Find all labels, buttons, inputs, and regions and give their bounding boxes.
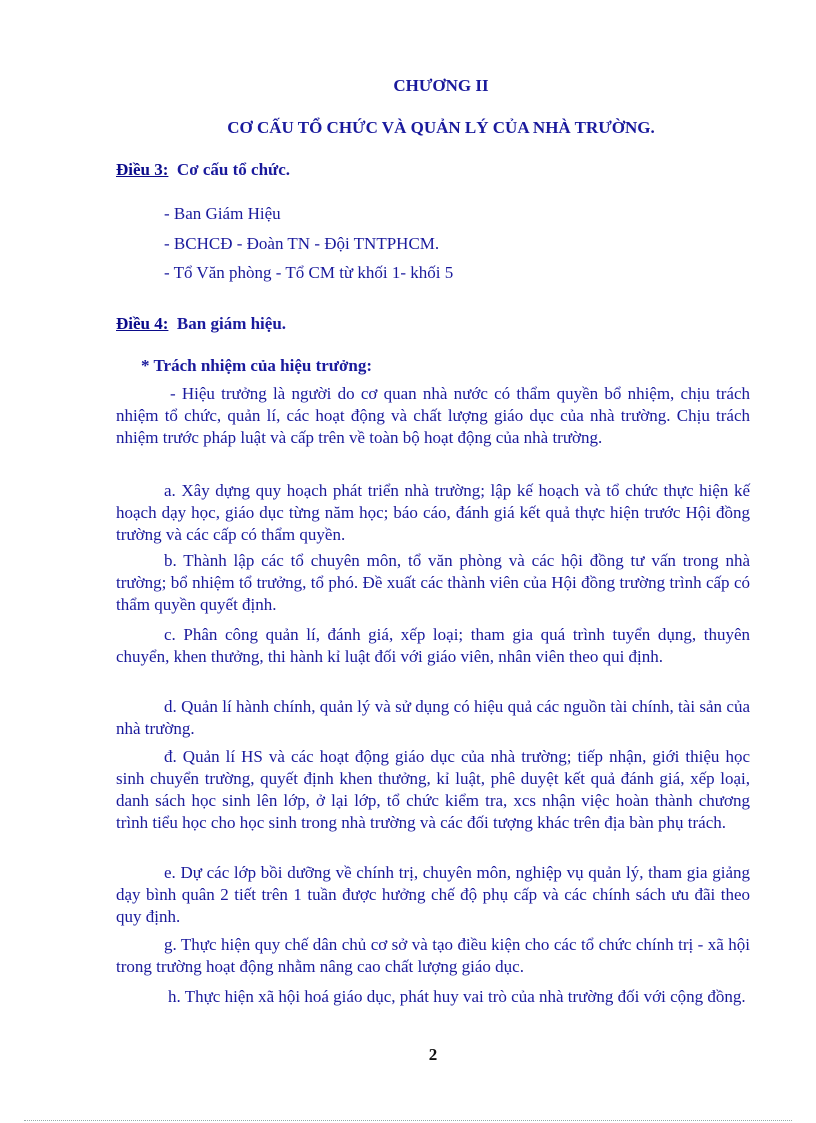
paragraph: c. Phân công quản lí, đánh giá, xếp loại; tham gia quá trình tuyển dụng, thuyên chuyển, khen thưởng, thi hành kỉ luật đối với giáo viên, nhân viên theo qui định. [116,625,750,666]
page-number: 2 [428,1045,438,1064]
article-3-item: - Ban Giám Hiệu [164,204,281,223]
responsibility-heading: * Trách nhiệm của hiệu trưởng: [141,356,373,375]
paragraph: h. Thực hiện xã hội hoá giáo dục, phát huy vai trò của nhà trường đối với cộng đồng. [168,987,746,1006]
paragraph: b. Thành lập các tổ chuyên môn, tổ văn phòng và các hội đồng tư vấn trong nhà trường; bổ nhiệm tổ trưởng, tổ phó. Đề xuất các thành viên của Hội đồng trường trình cấp có thẩm quyền quyết định. [116,551,750,614]
article-4-label: Điều 4: [116,314,169,333]
chapter-title: CHƯƠNG II [393,76,489,95]
article-3-title: Cơ cấu tổ chức. [176,160,291,179]
article-3-label: Điều 3: [116,160,169,179]
paragraph: g. Thực hiện quy chế dân chủ cơ sở và tạo điều kiện cho các tổ chức chính trị - xã hội trong trường hoạt động nhằm nâng cao chất lượng giáo dục. [116,935,750,976]
paragraph: đ. Quản lí HS và các hoạt động giáo dục của nhà trường; tiếp nhận, giới thiệu học sinh chuyển trường, quyết định khen thưởng, kỉ luật, phê duyệt kết quả đánh giá, xếp loại, danh sách học sinh lên lớp, ở lại lớp, tổ chức kiểm tra, xcs nhận việc hoàn thành chương trình tiểu học cho học sinh trong nhà trường và các đối tượng khác trên địa bàn phụ trách. [116,747,750,832]
paragraph: - Hiệu trưởng là người do cơ quan nhà nước có thẩm quyền bổ nhiệm, chịu trách nhiệm tổ chức, quản lí, các hoạt động và chất lượng giáo dục của nhà trường. Chịu trách nhiệm trước pháp luật và cấp trên về toàn bộ hoạt động của nhà trường. [116,384,750,447]
article-3-item: - Tổ Văn phòng - Tổ CM từ khối 1- khối 5 [164,263,454,282]
article-3-heading [116,160,290,180]
article-4-title: Ban giám hiệu. [176,314,287,333]
page-bottom-divider [24,1120,792,1121]
paragraph: e. Dự các lớp bồi dưỡng về chính trị, chuyên môn, nghiệp vụ quản lý, tham gia giảng dạy bình quân 2 tiết trên 1 tuần được hưởng chế độ phụ cấp và các chính sách ưu đãi theo quy định. [116,863,750,926]
paragraph: d. Quản lí hành chính, quản lý và sử dụng có hiệu quả các nguồn tài chính, tài sản của nhà trường. [116,697,750,738]
article-3-item: - BCHCĐ - Đoàn TN - Đội TNTPHCM. [164,234,440,253]
chapter-subtitle: CƠ CẤU TỔ CHỨC VÀ QUẢN LÝ CỦA NHÀ TRƯỜNG. [227,118,655,137]
article-4-heading [116,314,286,334]
paragraph: a. Xây dựng quy hoạch phát triển nhà trường; lập kế hoạch và tổ chức thực hiện kế hoạch dạy học, giáo dục từng năm học; báo cáo, đánh giá kết quả thực hiện trước Hội đồng trường và các cấp có thẩm quyền. [116,481,750,544]
